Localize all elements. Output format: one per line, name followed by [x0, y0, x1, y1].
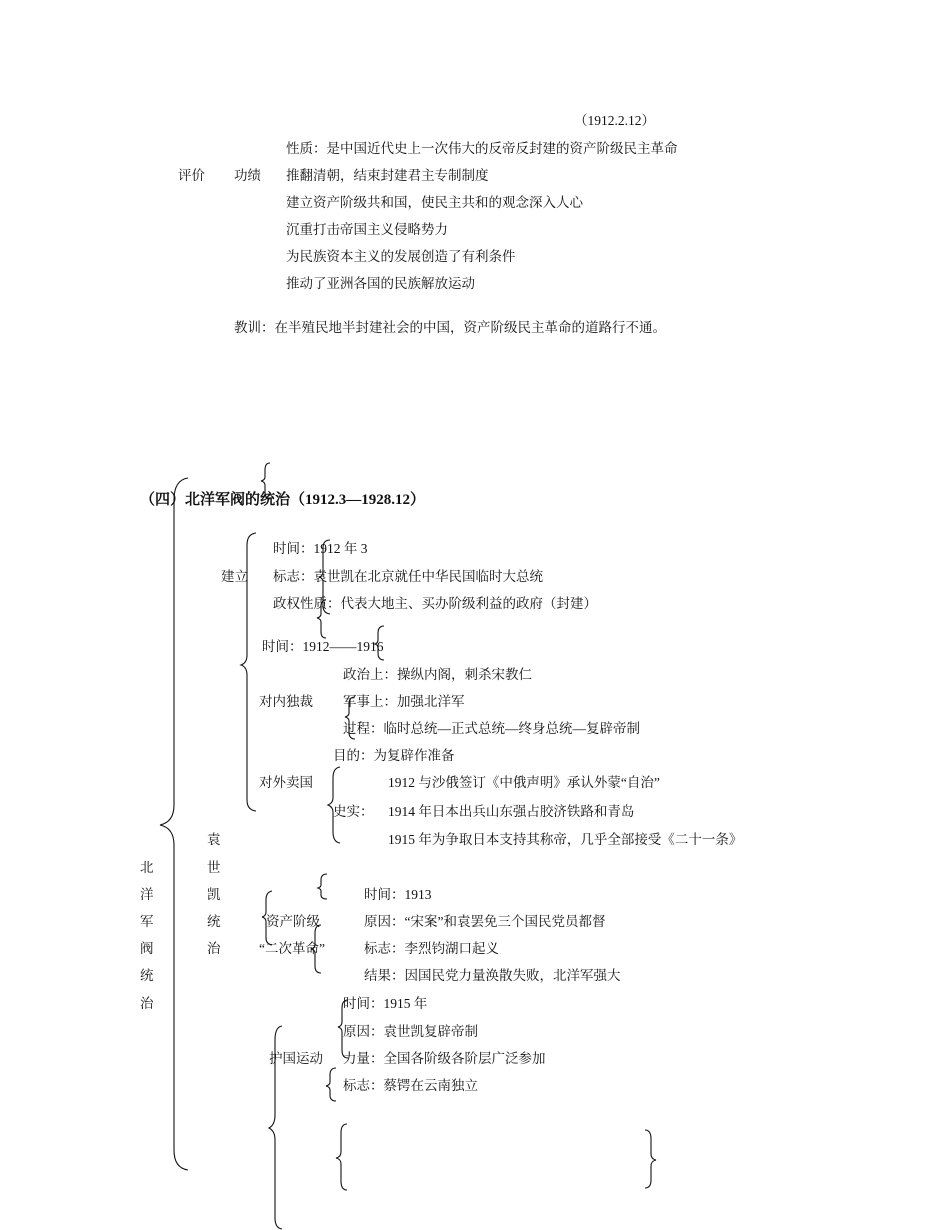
achievements-label: 功绩 — [234, 168, 261, 183]
dictatorship-label: 对内独裁 — [259, 694, 313, 709]
achievement-item: 为民族资本主义的发展创造了有利条件 — [286, 249, 516, 264]
protect-nation-time: 时间：1915 年 — [343, 996, 428, 1011]
yuan-label-char: 袁 — [207, 832, 221, 847]
yuan-label-char: 治 — [207, 941, 221, 956]
yuan-label-char: 凯 — [207, 887, 221, 902]
establish-label: 建立 — [221, 569, 248, 584]
brace-bottom-left — [336, 1124, 347, 1190]
side-label-char: 北 — [140, 860, 154, 875]
brace-main — [160, 478, 188, 1170]
side-label-char: 洋 — [140, 887, 154, 902]
protect-nation-cause: 原因：袁世凯复辟帝制 — [343, 1024, 478, 1039]
side-label-char: 军 — [140, 914, 154, 929]
achievement-item: 建立资产阶级共和国，使民主共和的观念深入人心 — [286, 195, 583, 210]
side-label-char: 统 — [140, 968, 154, 983]
establish-symbol: 标志：袁世凯在北京就任中华民国临时大总统 — [273, 569, 543, 584]
brace-second-a — [318, 874, 327, 899]
second-revolution-time: 时间：1913 — [364, 887, 432, 902]
dictatorship-politics: 政治上：操纵内阁，刺杀宋教仁 — [343, 667, 532, 682]
second-revolution-symbol: 标志：李烈钧湖口起义 — [364, 941, 499, 956]
achievement-item: 推动了亚洲各国的民族解放运动 — [286, 276, 475, 291]
section-heading: （四）北洋军阀的统治（1912.3—1928.12） — [140, 492, 426, 508]
achievement-item: 推翻清朝，结束封建君主专制制度 — [286, 168, 489, 183]
protect-nation-label: 护国运动 — [269, 1051, 323, 1066]
brace-protect-b — [326, 1068, 336, 1101]
achievement-item: 沉重打击帝国主义侵略势力 — [286, 222, 448, 237]
dictatorship-military: 军事上：加强北洋军 — [343, 694, 465, 709]
treason-facts-label: 史实： — [333, 804, 374, 819]
side-label-char: 阀 — [140, 941, 154, 956]
brace-bottom-right — [645, 1130, 656, 1188]
second-revolution-label-2: “二次革命” — [259, 941, 325, 956]
establish-regime: 政权性质：代表大地主、买办阶级利益的政府（封建） — [273, 596, 597, 611]
establish-time: 时间：1912 年 3 — [273, 541, 368, 556]
treason-fact: 1914 年日本出兵山东强占胶济铁路和青岛 — [388, 804, 635, 819]
protect-nation-symbol: 标志：蔡锷在云南独立 — [343, 1078, 478, 1093]
dictatorship-purpose: 目的：为复辟作准备 — [333, 748, 455, 763]
side-label-char: 治 — [140, 996, 154, 1011]
second-revolution-result: 结果：因国民党力量涣散失败，北洋军强大 — [364, 968, 621, 983]
protect-nation-force: 力量：全国各阶级各阶层广泛参加 — [343, 1051, 546, 1066]
revolution-nature: 性质：是中国近代史上一次伟大的反帝反封建的资产阶级民主革命 — [286, 141, 678, 156]
dictatorship-process: 过程：临时总统—正式总统—终身总统—复辟帝制 — [343, 721, 640, 736]
yuan-label-char: 世 — [207, 860, 221, 875]
treason-fact: 1915 年为争取日本支持其称帝，几乎全部接受《二十一条》 — [388, 832, 743, 847]
dictatorship-time: 时间：1912——1916 — [262, 639, 384, 654]
treason-label: 对外卖国 — [259, 775, 313, 790]
yuan-label-char: 统 — [207, 914, 221, 929]
second-revolution-cause: 原因：“宋案”和袁罢免三个国民党员都督 — [364, 914, 606, 929]
second-revolution-label-1: 资产阶级 — [266, 914, 320, 929]
lesson-text: 教训：在半殖民地半封建社会的中国，资产阶级民主革命的道路行不通。 — [234, 320, 666, 335]
evaluation-label: 评价 — [178, 168, 205, 183]
treason-fact: 1912 与沙俄签订《中俄声明》承认外蒙“自治” — [388, 775, 660, 790]
revolution-date: （1912.2.12） — [574, 113, 655, 128]
